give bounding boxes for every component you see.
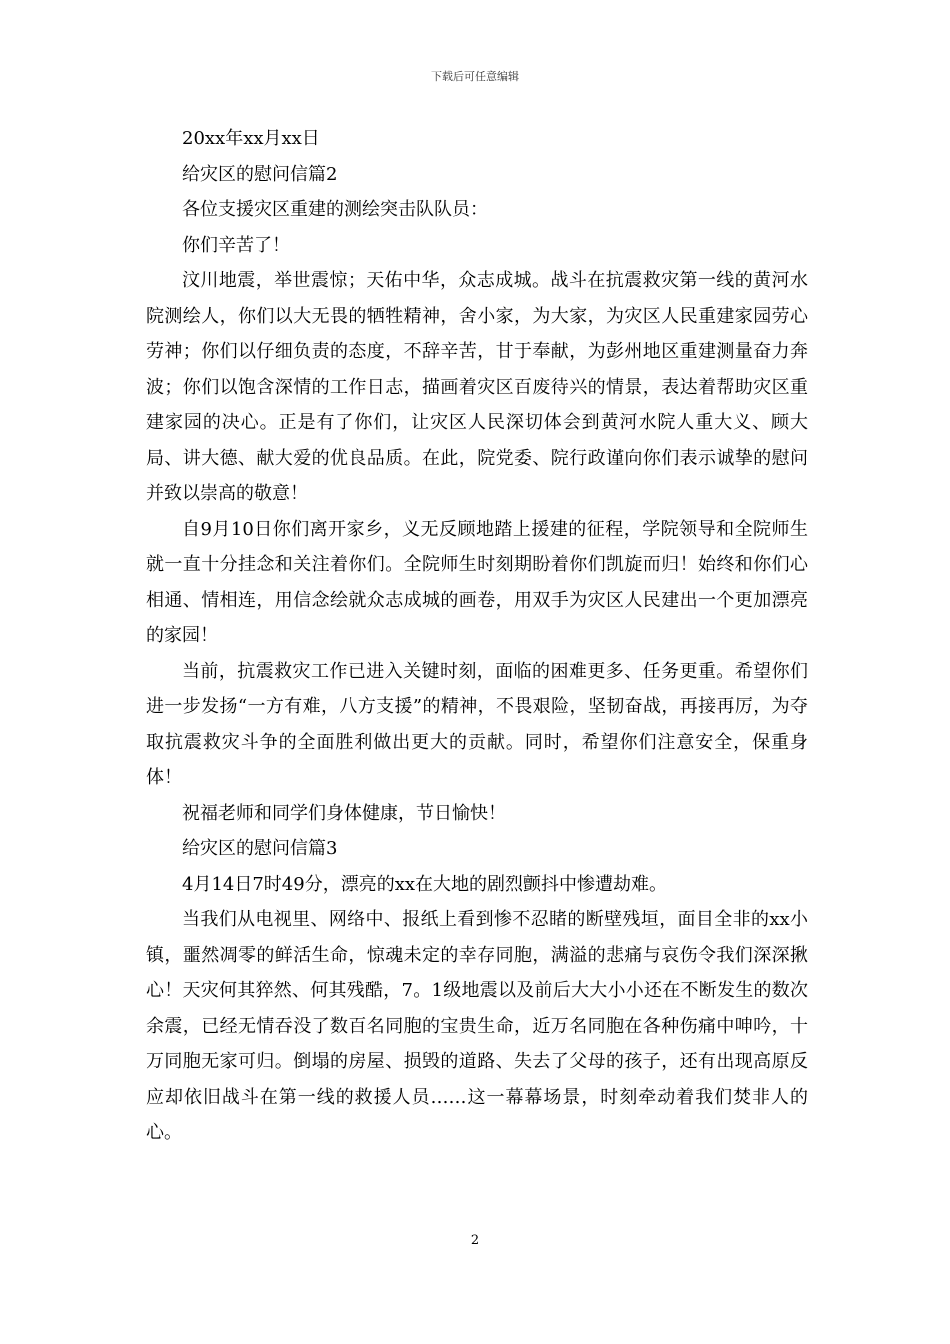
page-header: 下载后可任意编辑 xyxy=(431,70,519,83)
date-line: 20xx年xx月xx日 xyxy=(182,128,320,149)
body-paragraph: 汶川地震，举世震惊；天佑中华，众志成城。战斗在抗震救灾第一线的黄河水院测绘人，你们以大无畏的牺牲精神，舍小家，为大家，为灾区人民重建家园劳心劳神；你们以仔细负责的态度，不辞辛苦，甘于奉献，为彭州地区重建测量奋力奔波；你们以饱含深情的工作日志，描画着灾区百废待兴的情景，表达着帮助灾区重建家园的决心。正是有了你们，让灾区人民深切体会到黄河水院人重大义、顾大局、讲大德、献大爱的优良品质。在此，院党委、院行政谨向你们表示诚挚的慰问并致以崇高的敬意！ xyxy=(146,270,808,504)
document-body xyxy=(146,121,808,1151)
body-paragraph: 当前，抗震救灾工作已进入关键时刻，面临的困难更多、任务更重。希望你们进一步发扬“一方有难，八方支援”的精神，不畏艰险，坚韧奋战，再接再厉，为夺取抗震救灾斗争的全面胜利做出更大的贡献。同时，希望你们注意安全，保重身体！ xyxy=(146,660,808,788)
greeting: 你们辛苦了！ xyxy=(182,234,290,256)
page-number: 2 xyxy=(470,1233,480,1248)
body-paragraph: 4月14日7时49分，漂亮的xx在大地的剧烈颤抖中惨遭劫难。 xyxy=(182,873,668,895)
closing-wish: 祝福老师和同学们身体健康，节日愉快！ xyxy=(182,802,506,824)
section-title: 给灾区的慰问信篇3 xyxy=(182,838,338,859)
salutation: 各位支援灾区重建的测绘突击队队员： xyxy=(182,199,488,220)
section-title: 给灾区的慰问信篇2 xyxy=(182,163,338,185)
body-paragraph: 自9月10日你们离开家乡，义无反顾地踏上援建的征程，学院领导和全院师生就一直十分挂念和关注着你们。全院师生时刻期盼着你们凯旋而归！始终和你们心相通、情相连，用信念绘就众志成城的画卷，用双手为灾区人民建出一个更加漂亮的家园！ xyxy=(146,518,808,646)
body-paragraph: 当我们从电视里、网络中、报纸上看到惨不忍睹的断壁残垣，面目全非的xx小镇，噩然凋零的鲜活生命，惊魂未定的幸存同胞，满溢的悲痛与哀伤令我们深深揪心！天灾何其猝然、何其残酷，7。1级地震以及前后大大小小还在不断发生的数次余震，已经无情吞没了数百名同胞的宝贵生命，近万名同胞在各种伤痛中呻吟，十万同胞无家可归。倒塌的房屋、损毁的道路、失去了父母的孩子，还有出现高原反应却依旧战斗在第一线的救援人员……这一幕幕场景，时刻牵动着我们焚非人的心。 xyxy=(146,909,808,1143)
